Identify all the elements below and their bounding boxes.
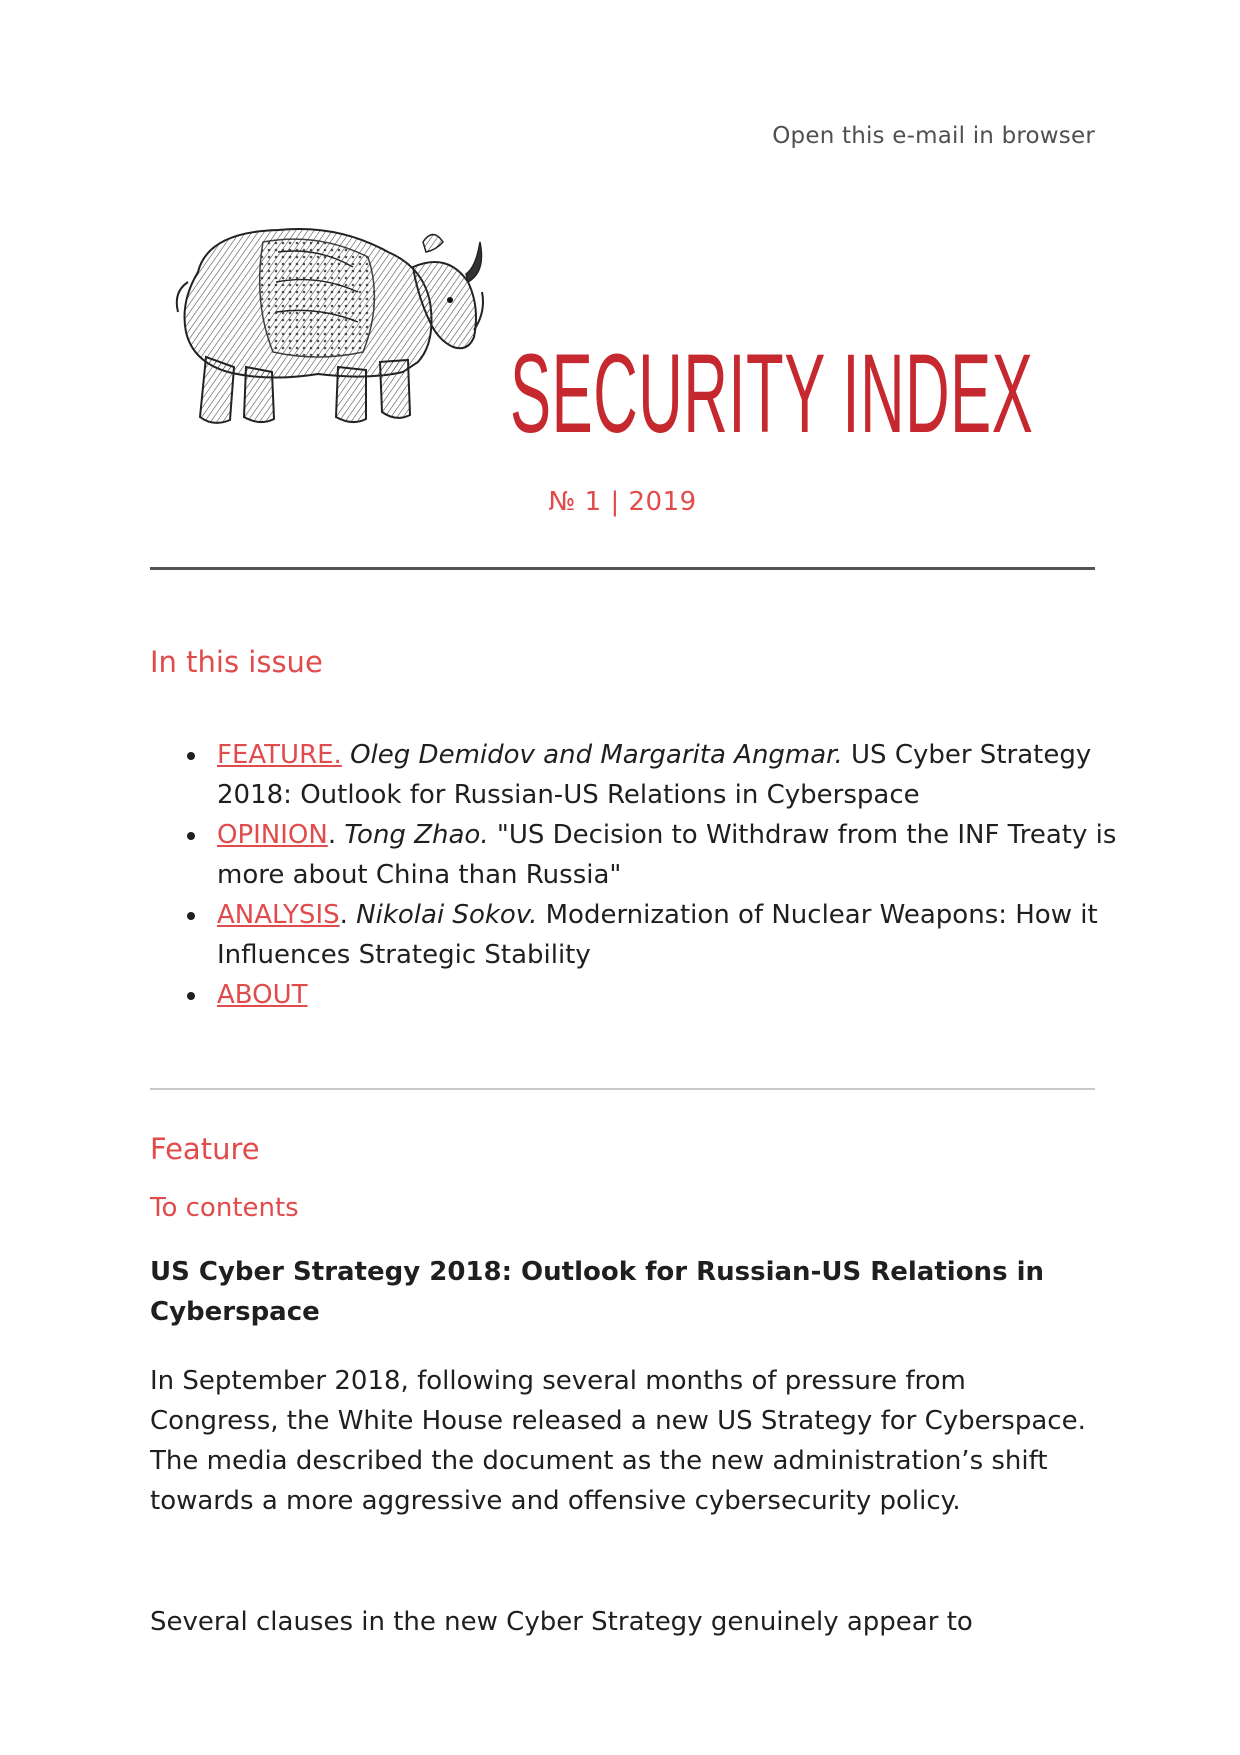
header-divider — [150, 567, 1095, 570]
rhino-engraving-icon — [168, 212, 486, 434]
article-paragraph: Several clauses in the new Cyber Strategy genuinely appear to — [150, 1607, 973, 1637]
section-divider — [150, 1088, 1095, 1090]
toc-sep: . — [327, 820, 337, 850]
toc-author: Nikolai Sokov. — [347, 900, 538, 930]
in-this-issue-heading: In this issue — [150, 645, 323, 679]
open-in-browser-link[interactable]: Open this e-mail in browser — [772, 123, 1095, 149]
issue-number-text: № 1 | 2019 — [548, 487, 697, 517]
article-title: US Cyber Strategy 2018: Outlook for Russian-US Relations in Cyberspace — [150, 1257, 1045, 1327]
masthead — [150, 210, 1095, 456]
table-of-contents — [150, 735, 1162, 1015]
toc-item-analysis — [217, 895, 1162, 975]
to-contents-link[interactable]: To contents — [150, 1193, 299, 1223]
toc-sep: . — [339, 900, 348, 930]
article-paragraph: In September 2018, following several months of pressure from Congress, the White House released a new US Strategy for Cyberspace. The media described the document as the new administration’s shift towards a more aggressive and offensive cybersecurity policy. — [150, 1366, 1086, 1516]
toc-item-opinion — [217, 815, 1162, 895]
toc-title: Modernization of Nuclear Weapons: How it Influences Strategic Stability — [217, 900, 1098, 970]
toc-title: "US Decision to Withdraw from the INF Treaty is more about China than Russia" — [217, 820, 1117, 890]
toc-title: US Cyber Strategy 2018: Outlook for Russian-US Relations in Cyberspace — [217, 740, 1092, 810]
toc-item-about — [217, 975, 1162, 1015]
feature-heading: Feature — [150, 1132, 260, 1166]
issue-number — [150, 487, 1095, 517]
publication-title: SECURITY INDEX — [510, 331, 1034, 456]
toc-author: Tong Zhao. — [336, 820, 489, 850]
toc-link-about[interactable]: ABOUT — [217, 980, 308, 1010]
toc-link-feature[interactable]: FEATURE. — [217, 740, 342, 770]
toc-link-opinion[interactable]: OPINION — [217, 820, 328, 850]
toc-item-feature — [217, 735, 1162, 815]
toc-link-analysis[interactable]: ANALYSIS — [217, 900, 340, 930]
toc-author: Oleg Demidov and Margarita Angmar. — [341, 740, 843, 770]
